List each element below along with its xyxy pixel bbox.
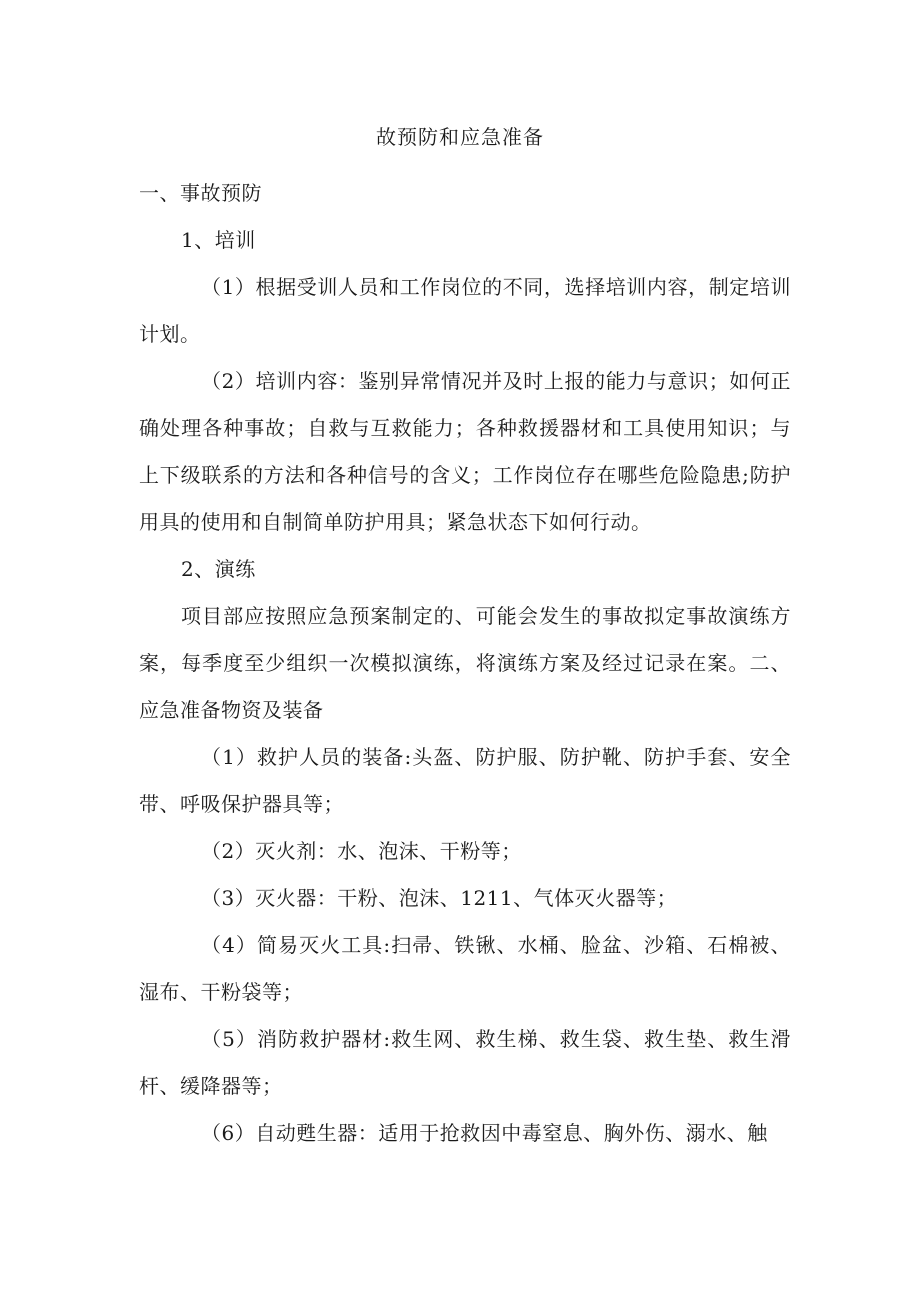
document-body	[139, 170, 791, 1157]
paragraph-training-plan: （1）根据受训人员和工作岗位的不同，选择培训内容，制定培训计划。	[139, 275, 791, 346]
list-item-fire-rescue-equipment: （5）消防救护器材:救生网、救生梯、救生袋、救生垫、救生滑杆、缓降器等；	[139, 1027, 791, 1098]
list-item-simple-tools: （4）简易灭火工具:扫帚、铁锹、水桶、脸盆、沙箱、石棉被、湿布、干粉袋等；	[139, 933, 791, 1004]
list-item-resuscitator: （6）自动甦生器：适用于抢救因中毒窒息、胸外伤、溺水、触	[201, 1121, 768, 1145]
list-item-rescue-equipment: （1）救护人员的装备:头盔、防护服、防护靴、防护手套、安全带、呼吸保护器具等；	[139, 745, 791, 816]
paragraph-drill-plan: 项目部应按照应急预案制定的、可能会发生的事故拟定事故演练方案，每季度至少组织一次模拟演练，将演练方案及经过记录在案。二、应急准备物资及装备	[139, 604, 791, 722]
section-heading-accident-prevention: 一、事故预防	[139, 181, 262, 205]
list-item-fire-extinguisher: （3）灭火器：干粉、泡沫、1211、气体灭火器等；	[201, 886, 678, 910]
list-item-extinguishing-agent: （2）灭火剂：水、泡沫、干粉等；	[201, 839, 522, 863]
subsection-heading-training: 1、培训	[181, 228, 256, 252]
document-title: 故预防和应急准备	[376, 125, 544, 149]
paragraph-training-content: （2）培训内容：鉴别异常情况并及时上报的能力与意识；如何正确处理各种事故；自救与互救能力；各种救援器材和工具使用知识；与上下级联系的方法和各种信号的含义；工作岗位存在哪些危险隐患;防护用具的使用和自制简单防护用具；紧急状态下如何行动。	[139, 369, 791, 534]
subsection-heading-drill: 2、演练	[181, 557, 256, 581]
